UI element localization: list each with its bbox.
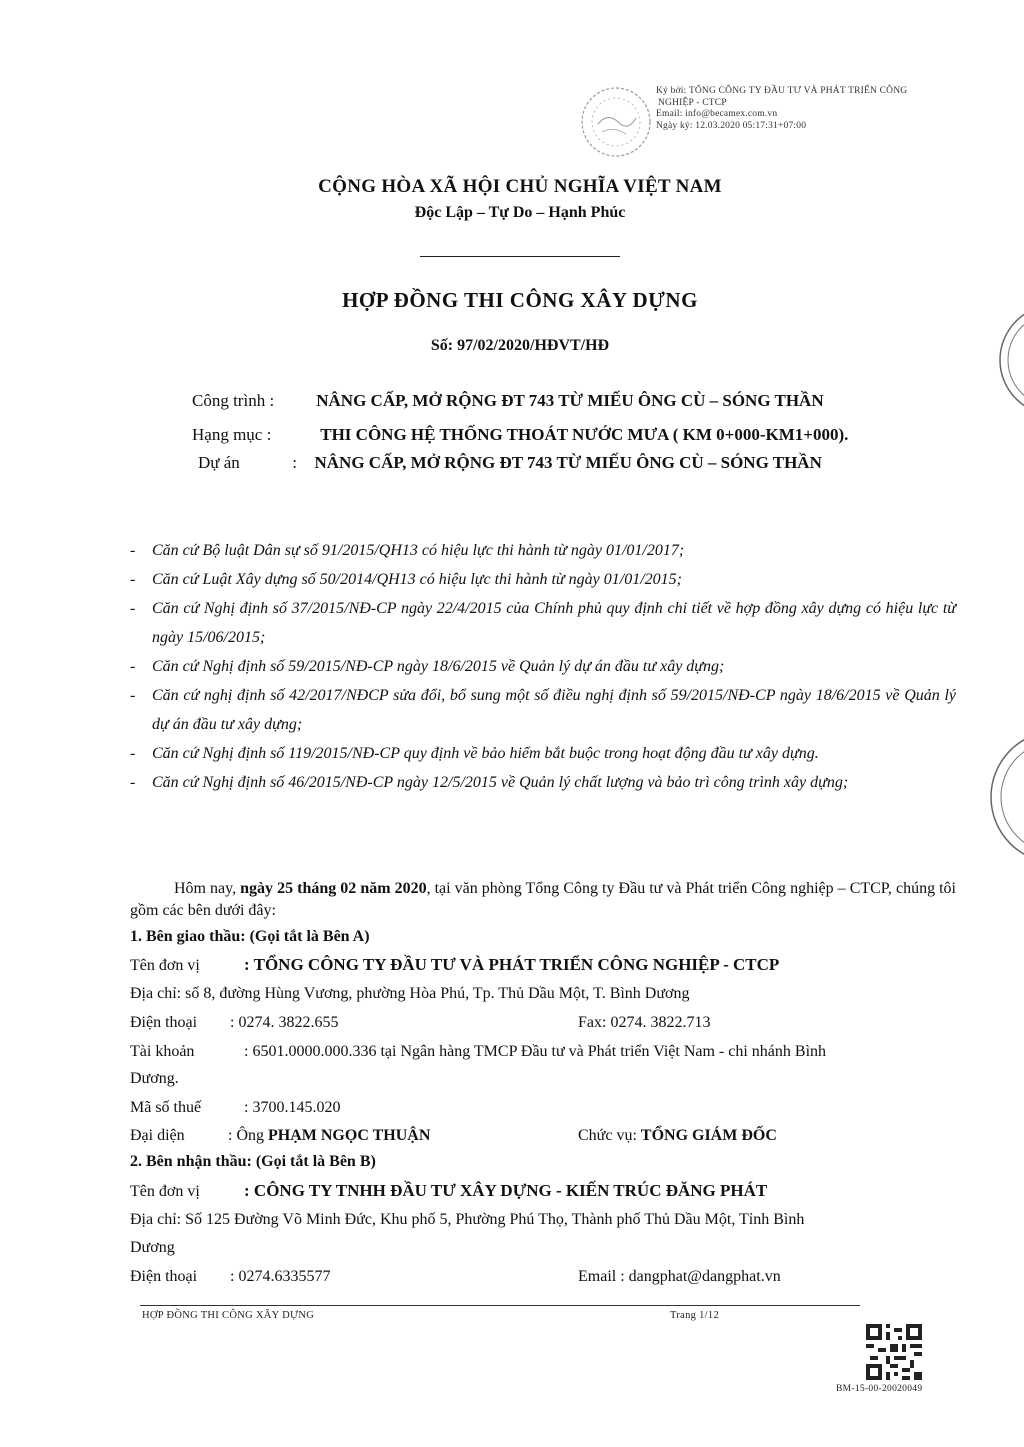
party-a-tax-label: Mã số thuế	[130, 1099, 202, 1116]
signature-line: Ngày ký: 12.03.2020 05:17:31+07:00	[656, 120, 807, 131]
intro-paragraph: Hôm nay, ngày 25 tháng 02 năm 2020, tại văn phòng Tổng Công ty Đầu tư và Phát triển Công nghiệp – CTCP, chúng tôi gồm các bên dưới đây:	[130, 880, 956, 919]
legal-basis-item: - Căn cứ Nghị định số 59/2015/NĐ-CP ngày 18/6/2015 về Quản lý dự án đầu tư xây dựng;	[130, 658, 725, 675]
digital-signature-seal	[578, 84, 654, 160]
header-divider	[420, 256, 620, 257]
party-a-name: : TỔNG CÔNG TY ĐẦU TƯ VÀ PHÁT TRIỂN CÔNG NGHIỆP - CTCP	[244, 955, 780, 974]
contract-number: Số: 97/02/2020/HĐVT/HĐ	[430, 337, 610, 354]
investment-separator: :	[292, 453, 297, 472]
signature-line: Email: info@becamex.com.vn	[656, 109, 778, 119]
party-a-phone-row	[130, 1014, 338, 1032]
party-a-position: TỔNG GIÁM ĐỐC	[640, 1127, 777, 1144]
signature-info	[656, 86, 907, 132]
party-a-account-cont: Dương.	[130, 1070, 179, 1087]
project-value: NÂNG CẤP, MỞ RỘNG ĐT 743 TỪ MIẾU ÔNG CÙ – SÓNG THẦN	[316, 391, 824, 410]
legal-basis-item: - Căn cứ Nghị định số 46/2015/NĐ-CP ngày 12/5/2015 về Quản lý chất lượng và bảo trì công trình xây dựng;	[130, 774, 849, 791]
project-row	[192, 391, 824, 411]
party-a-tax: : 3700.145.020	[244, 1099, 341, 1116]
party-b-heading: 2. Bên nhận thầu: (Gọi tắt là Bên B)	[130, 1153, 376, 1170]
party-b-address: Địa chỉ: Số 125 Đường Võ Minh Đức, Khu phố 5, Phường Phú Thọ, Thành phố Thủ Dầu Một, Tỉnh Bình	[130, 1211, 805, 1228]
party-a-position-label: Chức vụ:	[578, 1127, 641, 1144]
party-a-account-row	[130, 1043, 826, 1061]
category-value: THI CÔNG HỆ THỐNG THOÁT NƯỚC MƯA ( KM 0+000-KM1+000).	[320, 425, 849, 444]
page-number: Trang 1/12	[670, 1310, 719, 1321]
party-b-phone: : 0274.6335577	[230, 1268, 331, 1285]
party-a-rep-name: PHẠM NGỌC THUẬN	[268, 1127, 431, 1144]
party-a-phone: : 0274. 3822.655	[230, 1014, 339, 1031]
category-label: Hạng mục :	[192, 425, 272, 444]
party-a-address: Địa chỉ: số 8, đường Hùng Vương, phường Hòa Phú, Tp. Thủ Dầu Một, T. Bình Dương	[130, 985, 690, 1002]
investment-row	[198, 453, 822, 473]
party-b-email: Email : dangphat@dangphat.vn	[578, 1268, 781, 1285]
party-b-phone-label: Điện thoại	[130, 1268, 198, 1285]
legal-basis-item: - Căn cứ Luật Xây dựng số 50/2014/QH13 có hiệu lực thi hành từ ngày 01/01/2015;	[130, 571, 682, 588]
legal-basis-item: - Căn cứ Nghị định số 119/2015/NĐ-CP quy định về bảo hiểm bắt buộc trong hoạt động đầu tư xây dựng.	[130, 745, 819, 762]
party-a-position-row	[578, 1127, 777, 1145]
nation-motto: Độc Lập – Tự Do – Hạnh Phúc	[414, 204, 626, 221]
legal-basis-item: - Căn cứ Bộ luật Dân sự số 91/2015/QH13 có hiệu lực thi hành từ ngày 01/01/2017;	[130, 542, 685, 559]
investment-label: Dự án	[198, 453, 240, 472]
contract-title: HỢP ĐỒNG THI CÔNG XÂY DỰNG	[342, 288, 698, 312]
party-a-name-label: Tên đơn vị	[130, 957, 200, 974]
party-a-account-label: Tài khoản	[130, 1043, 195, 1060]
party-b-name-label: Tên đơn vị	[130, 1183, 200, 1200]
party-a-rep-row: Đại diện : Ông PHẠM NGỌC THUẬN	[130, 1127, 431, 1144]
footer-title: HỢP ĐỒNG THI CÔNG XÂY DỰNG	[142, 1310, 315, 1321]
category-row	[192, 425, 848, 445]
legal-basis-item: - Căn cứ nghị định số 42/2017/NĐCP sửa đổi, bổ sung một số điều nghị định số 59/2015/NĐ-CP ngày 18/6/2015 về Quản lý dự án đầu tư xây dựng;	[130, 687, 956, 733]
contract-date: ngày 25 tháng 02 năm 2020	[240, 880, 427, 897]
qr-code	[866, 1324, 922, 1380]
party-a-account: : 6501.0000.000.336 tại Ngân hàng TMCP Đầu tư và Phát triển Việt Nam - chi nhánh Bình	[244, 1043, 827, 1060]
party-a-name-row	[130, 955, 779, 975]
party-a-rep-label: Đại diện	[130, 1127, 185, 1144]
document-code: BM-15-00-20020049	[836, 1384, 923, 1394]
party-a-fax: Fax: 0274. 3822.713	[578, 1014, 711, 1031]
party-b-name: : CÔNG TY TNHH ĐẦU TƯ XÂY DỰNG - KIẾN TRÚC ĐĂNG PHÁT	[244, 1181, 768, 1200]
party-b-name-row	[130, 1181, 767, 1201]
side-stamp	[985, 300, 1024, 420]
party-a-heading: 1. Bên giao thầu: (Gọi tắt là Bên A)	[130, 928, 370, 945]
side-stamp-lower	[985, 725, 1024, 870]
footer-divider	[140, 1305, 860, 1306]
legal-basis-list	[130, 536, 956, 797]
party-b-address-cont: Dương	[130, 1239, 175, 1256]
party-a-tax-row	[130, 1099, 340, 1117]
legal-basis-item: - Căn cứ Nghị định số 37/2015/NĐ-CP ngày 22/4/2015 của Chính phủ quy định chi tiết về hợp đồng xây dựng có hiệu lực từ ngày 15/06/2015;	[130, 600, 956, 646]
signature-line: NGHIỆP - CTCP	[658, 97, 727, 108]
investment-value: NÂNG CẤP, MỞ RỘNG ĐT 743 TỪ MIẾU ÔNG CÙ – SÓNG THẦN	[314, 453, 822, 472]
project-label: Công trình :	[192, 391, 275, 410]
nation-header: CỘNG HÒA XÃ HỘI CHỦ NGHĨA VIỆT NAM	[318, 176, 722, 197]
party-b-phone-row	[130, 1268, 330, 1286]
party-a-phone-label: Điện thoại	[130, 1014, 198, 1031]
signature-line: Ký bởi: TỔNG CÔNG TY ĐẦU TƯ VÀ PHÁT TRIỂN CÔNG	[656, 86, 908, 96]
